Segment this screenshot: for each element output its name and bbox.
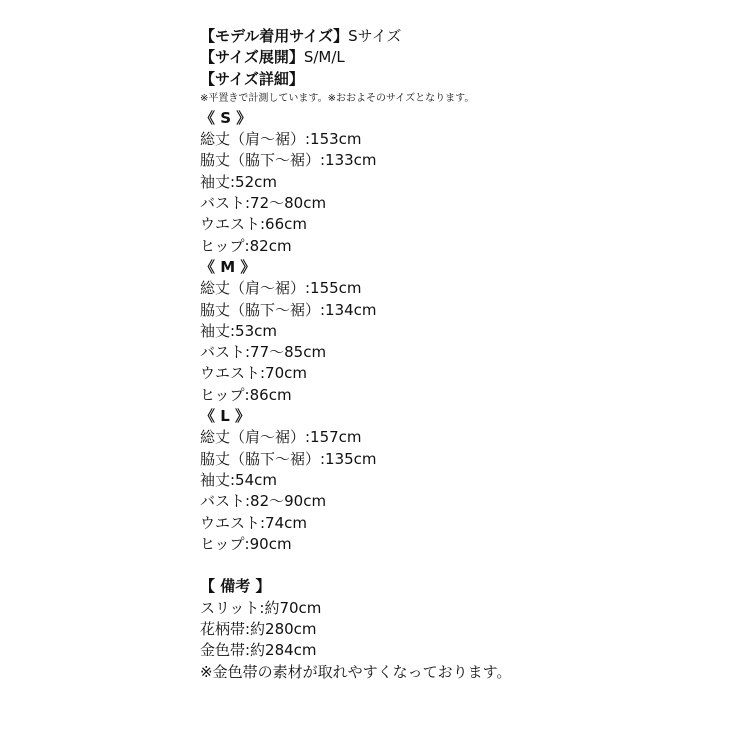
- measure-row: バスト:77～85cm: [200, 343, 327, 362]
- size-info-content: [200, 26, 720, 683]
- size-detail-line: [200, 69, 720, 90]
- measure-row: ヒップ:90cm: [200, 534, 292, 553]
- measure-row: ウエスト:70cm: [200, 364, 307, 383]
- measure-row: 総丈（肩～裾）:153cm: [200, 130, 362, 149]
- measure-row: 袖丈:54cm: [200, 470, 277, 489]
- remarks-heading: 【 備考 】: [200, 577, 271, 596]
- measure-row: バスト:72～80cm: [200, 194, 327, 213]
- remark-row: 花柄帯:約280cm: [200, 620, 317, 639]
- measure-row: ウエスト:66cm: [200, 215, 307, 234]
- size-heading-m: 《 M 》: [200, 257, 256, 276]
- size-detail-label: サイズ詳細: [215, 69, 289, 88]
- size-range-value: S/M/L: [303, 48, 345, 67]
- bracket-open: 【: [200, 69, 216, 88]
- measure-row: 袖丈:53cm: [200, 321, 277, 340]
- measurement-note: ※平置きで計測しています。※おおよそのサイズとなります。: [200, 92, 475, 104]
- measure-row: 総丈（肩～裾）:155cm: [200, 279, 362, 298]
- measure-row: ヒップ:82cm: [200, 236, 292, 255]
- measure-row: ヒップ:86cm: [200, 385, 292, 404]
- remark-row: ※金色帯の素材が取れやすくなっております。: [200, 662, 512, 681]
- bracket-close: 】: [288, 48, 304, 67]
- bracket-open: 【: [200, 48, 216, 67]
- measure-row: 脇丈（脇下～裾）:135cm: [200, 449, 377, 468]
- bracket-close: 】: [333, 27, 349, 45]
- measure-row: ウエスト:74cm: [200, 513, 307, 532]
- size-heading-s: 《 S 》: [200, 108, 252, 127]
- size-range-line: [200, 47, 720, 68]
- size-range-label: サイズ展開: [215, 48, 289, 67]
- spacer: [200, 555, 720, 576]
- measure-row: 袖丈:52cm: [200, 172, 277, 191]
- bracket-close: 】: [288, 69, 304, 88]
- model-size-value: Sサイズ: [348, 27, 402, 45]
- remark-row: スリット:約70cm: [200, 598, 322, 617]
- model-size-line: [200, 26, 720, 47]
- measure-row: バスト:82～90cm: [200, 492, 327, 511]
- measure-row: 脇丈（脇下～裾）:134cm: [200, 300, 377, 319]
- size-heading-l: 《 L 》: [200, 407, 251, 426]
- remark-row: 金色帯:約284cm: [200, 641, 317, 660]
- model-size-label: モデル着用サイズ: [215, 27, 334, 45]
- measure-row: 脇丈（脇下～裾）:133cm: [200, 151, 377, 170]
- measure-row: 総丈（肩～裾）:157cm: [200, 428, 362, 447]
- bracket-open: 【: [200, 27, 216, 45]
